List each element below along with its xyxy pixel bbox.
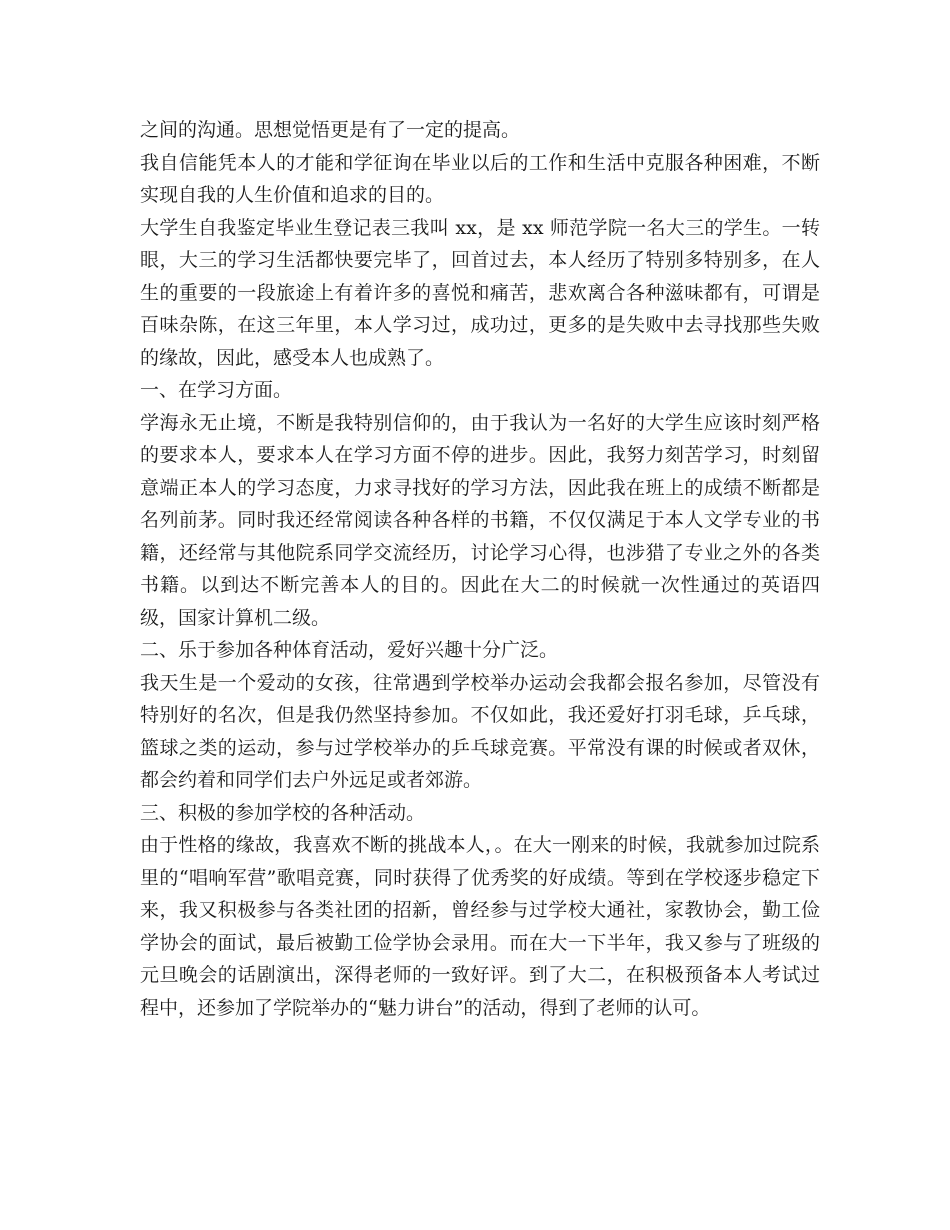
paragraph-study: 学海永无止境，不断是我特别信仰的，由于我认为一名好的大学生应该时刻严格的要求本人，要求本人在学习方面不停的进步。因此，我努力刻苦学习，时刻留意端正本人的学习态度，力求寻找好的学习方法，因此我在班上的成绩不断都是名列前茅。同时我还经常阅读各种各样的书籍，不仅仅满足于本人文学专业的书籍，还经常与其他院系同学交流经历，讨论学习心得，也涉猎了专业之外的各类书籍。以到达不断完善本人的目的。因此在大二的时候就一次性通过的英语四级，国家计算机二级。: [140, 411, 820, 629]
document-body: [140, 114, 820, 1024]
section-heading-sports: 二、乐于参加各种体育活动，爱好兴趣十分广泛。: [140, 639, 559, 661]
section-heading-activities: 三、积极的参加学校的各种活动。: [140, 801, 426, 824]
section-heading-study: 一、在学习方面。: [140, 379, 293, 401]
paragraph-sports: 我天生是一个爱动的女孩，往常遇到学校举办运动会我都会报名参加，尽管没有特别好的名次，但是我仍然坚持参加。不仅如此，我还爱好打羽毛球，乒乓球，篮球之类的运动，参与过学校举办的乒乓球竞赛。平常没有课的时候或者双休，都会约着和同学们去户外远足或者郊游。: [140, 671, 820, 791]
paragraph-introduction: 大学生自我鉴定毕业生登记表三我叫 xx，是 xx 师范学院一名大三的学生。一转眼，大三的学习生活都快要完毕了，回首过去，本人经历了特别多特别多，在人生的重要的一段旅途上有着许多的喜悦和痛苦，悲欢离合各种滋味都有，可谓是百味杂陈，在这三年里，本人学习过，成功过，更多的是失败中去寻找那些失败的缘故，因此，感受本人也成熟了。: [140, 216, 820, 369]
paragraph-communication: 之间的沟通。思想觉悟更是有了一定的提高。: [140, 119, 521, 141]
paragraph-self-confidence: 我自信能凭本人的才能和学征询在毕业以后的工作和生活中克服各种困难，不断实现自我的人生价值和追求的目的。: [140, 151, 820, 206]
paragraph-activities: 由于性格的缘故，我喜欢不断的挑战本人，。在大一刚来的时候，我就参加过院系里的“唱响军营”歌唱竞赛，同时获得了优秀奖的好成绩。等到在学校逐步稳定下来，我又积极参与各类社团的招新，曾经参与过学校大通社，家教协会，勤工俭学协会的面试，最后被勤工俭学协会录用。而在大一下半年，我又参与了班级的元旦晚会的话剧演出，深得老师的一致好评。到了大二，在积极预备本人考试过程中，还参加了学院举办的“魅力讲台”的活动，得到了老师的认可。: [140, 834, 820, 1019]
